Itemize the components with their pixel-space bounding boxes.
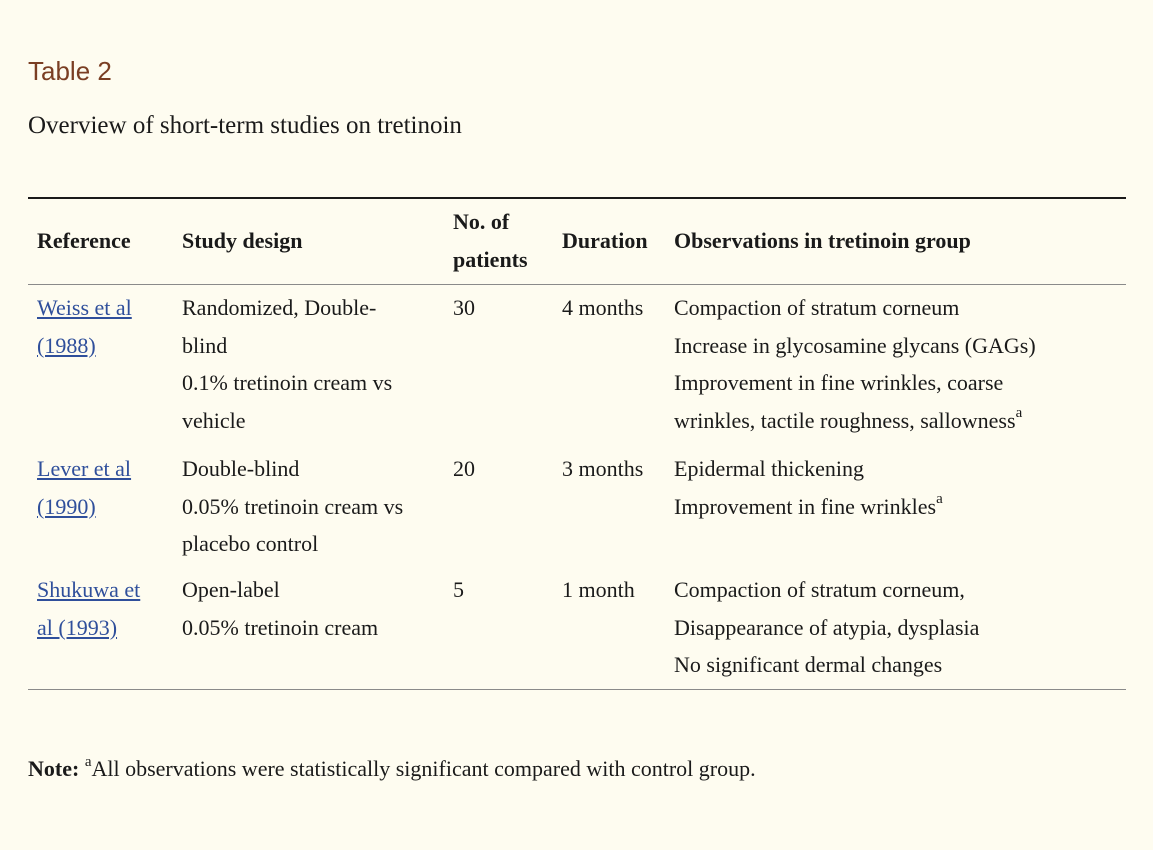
row-2-patients: 20	[453, 456, 475, 481]
row-1-study-design	[182, 289, 392, 439]
header-study-design: Study design	[182, 228, 303, 253]
table-top-rule	[28, 197, 1126, 199]
row-2-reference	[37, 450, 131, 525]
header-patients-line2: patients	[453, 246, 528, 272]
row-1-duration: 4 months	[562, 295, 644, 320]
design-line: 0.05% tretinoin cream vs	[182, 493, 404, 519]
header-observations: Observations in tretinoin group	[674, 228, 971, 253]
row-3-reference	[37, 571, 140, 646]
header-patients	[453, 203, 528, 278]
table-caption: Overview of short-term studies on tretinoin	[28, 112, 462, 139]
header-reference: Reference	[37, 228, 131, 253]
observation-line: Compaction of stratum corneum,	[674, 577, 965, 602]
observation-line: Improvement in fine wrinkles, coarse	[674, 370, 1004, 395]
design-line: 0.1% tretinoin cream vs	[182, 370, 393, 395]
row-2-duration: 3 months	[562, 456, 644, 481]
observation-line: No significant dermal changes	[674, 652, 943, 677]
table-footnote	[28, 753, 756, 782]
table-header-rule	[28, 284, 1126, 285]
row-3-study-design	[182, 571, 378, 646]
table-bottom-rule	[28, 689, 1126, 690]
footnote-mark: a	[936, 491, 943, 508]
reference-link-shukuwa[interactable]: Shukuwa et al (1993)	[37, 577, 141, 640]
row-1-observations	[674, 289, 1036, 439]
design-line: Open-label	[182, 577, 280, 602]
reference-link-lever[interactable]: Lever et al (1990)	[37, 456, 132, 519]
row-1-reference	[37, 289, 132, 364]
design-line: vehicle	[182, 407, 246, 433]
table-label: Table 2	[28, 56, 112, 86]
observation-line: Compaction of stratum corneum	[674, 295, 960, 320]
row-3-observations	[674, 571, 979, 684]
design-line: Double-blind	[182, 456, 300, 481]
note-label: Note:	[28, 756, 80, 781]
observation-line: Improvement in fine wrinkles$^a$	[674, 491, 943, 519]
row-2-study-design	[182, 450, 403, 563]
observation-line: Increase in glycosamine glycans (GAGs)	[674, 332, 1036, 358]
design-line: placebo control	[182, 531, 319, 556]
row-2-observations	[674, 450, 943, 525]
row-3-duration: 1 month	[562, 577, 635, 602]
reference-link-weiss[interactable]: Weiss et al (1988)	[37, 295, 132, 358]
header-duration: Duration	[562, 228, 648, 253]
note-mark: a	[84, 753, 92, 770]
header-patients-line1: No. of	[453, 209, 510, 234]
row-3-patients: 5	[453, 577, 464, 602]
observation-line: wrinkles, tactile roughness, sallowness$^a$	[674, 405, 1023, 433]
observation-line: Epidermal thickening	[674, 456, 864, 481]
design-line: blind	[182, 332, 228, 358]
footnote-mark: a	[1015, 405, 1023, 422]
note-text: All observations were statistically significant compared with control group.	[91, 756, 756, 781]
design-line: Randomized, Double-	[182, 295, 377, 320]
design-line: 0.05% tretinoin cream	[182, 614, 379, 640]
observation-line: Disappearance of atypia, dysplasia	[674, 614, 980, 640]
row-1-patients: 30	[453, 295, 475, 320]
